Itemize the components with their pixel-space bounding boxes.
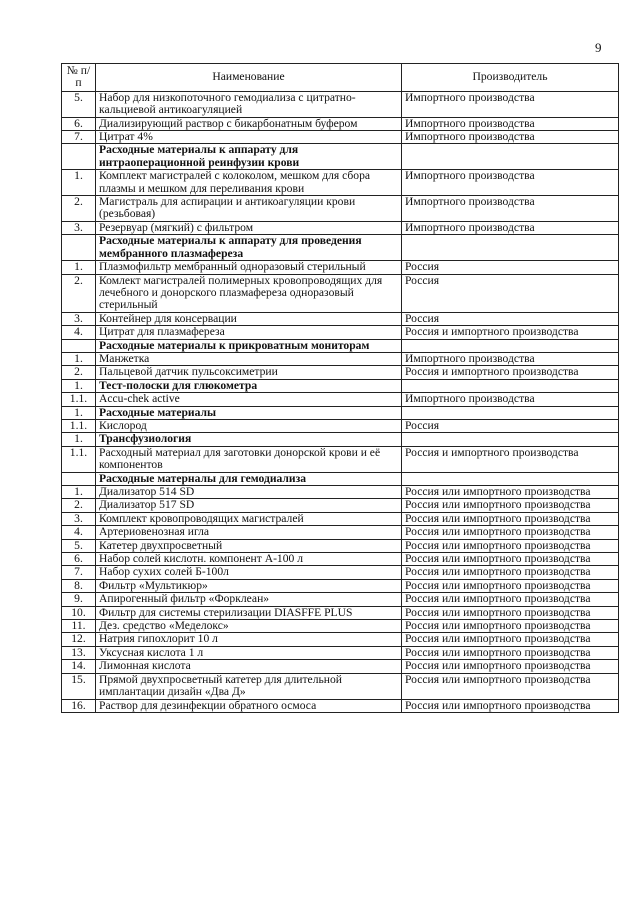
row-number: 13. (62, 646, 96, 659)
row-number: 1. (62, 486, 96, 499)
row-name: Комплект кровопроводящих магистралей (96, 512, 402, 525)
row-maker: Россия или импортного производства (402, 633, 619, 646)
row-number: 9. (62, 593, 96, 606)
row-name: Прямой двухпросветный катетер для длительной имплантации дизайн «Два Д» (96, 673, 402, 699)
row-number: 1.1. (62, 393, 96, 406)
header-name: Наименование (96, 64, 402, 92)
row-name: Уксусная кислота 1 л (96, 646, 402, 659)
row-number: 5. (62, 91, 96, 117)
row-number (62, 235, 96, 261)
row-number: 5. (62, 539, 96, 552)
row-number: 2. (62, 366, 96, 379)
row-maker (402, 433, 619, 446)
row-name: Раствор для дезинфекции обратного осмоса (96, 699, 402, 712)
row-maker: Россия или импортного производства (402, 646, 619, 659)
row-name: Плазмофильтр мембранный одноразовый стерильный (96, 261, 402, 274)
row-name: Тест-полоски для глюкометра (96, 379, 402, 392)
row-number: 1.1. (62, 419, 96, 432)
section-row (62, 379, 619, 392)
row-number: 4. (62, 326, 96, 339)
row-name: Дез. средство «Меделокс» (96, 620, 402, 633)
table-row (62, 352, 619, 365)
table-row (62, 579, 619, 592)
row-name: Диализирующий раствор с бикарбонатным буфером (96, 117, 402, 130)
row-number: 8. (62, 579, 96, 592)
table-row (62, 486, 619, 499)
row-maker: Россия или импортного производства (402, 660, 619, 673)
row-maker (402, 379, 619, 392)
table-row (62, 633, 619, 646)
row-number: 16. (62, 699, 96, 712)
row-number: 12. (62, 633, 96, 646)
row-number: 2. (62, 274, 96, 312)
table-row (62, 553, 619, 566)
row-number (62, 339, 96, 352)
row-number: 11. (62, 620, 96, 633)
table-row (62, 646, 619, 659)
row-maker: Россия и импортного производства (402, 446, 619, 472)
row-maker: Россия или импортного производства (402, 579, 619, 592)
table-row (62, 326, 619, 339)
row-maker (402, 406, 619, 419)
table-row (62, 393, 619, 406)
section-row (62, 433, 619, 446)
table-row (62, 221, 619, 234)
table-row (62, 312, 619, 325)
table-row (62, 419, 619, 432)
section-row (62, 406, 619, 419)
row-maker: Россия или импортного производства (402, 566, 619, 579)
row-name: Цитрат для плазмафереза (96, 326, 402, 339)
row-number: 3. (62, 312, 96, 325)
row-maker: Россия (402, 312, 619, 325)
row-number (62, 472, 96, 485)
row-number (62, 144, 96, 170)
row-number: 3. (62, 512, 96, 525)
row-maker: Россия или импортного производства (402, 593, 619, 606)
row-maker (402, 339, 619, 352)
row-maker: Россия (402, 274, 619, 312)
row-maker: Россия или импортного производства (402, 539, 619, 552)
row-number: 4. (62, 526, 96, 539)
row-name: Магистраль для аспирации и антикоагуляции крови (резьбовая) (96, 196, 402, 222)
row-name: Диализатор 517 SD (96, 499, 402, 512)
row-number: 1. (62, 352, 96, 365)
row-maker: Россия и импортного производства (402, 366, 619, 379)
row-maker: Россия или импортного производства (402, 512, 619, 525)
row-name: Набор сухих солей Б-100л (96, 566, 402, 579)
row-maker: Россия или импортного производства (402, 606, 619, 619)
row-maker (402, 235, 619, 261)
row-number: 7. (62, 566, 96, 579)
row-number: 1. (62, 379, 96, 392)
table-row (62, 673, 619, 699)
row-number: 6. (62, 117, 96, 130)
row-number: 1. (62, 433, 96, 446)
section-row (62, 339, 619, 352)
row-name: Расходные материалы (96, 406, 402, 419)
row-maker: Россия или импортного производства (402, 553, 619, 566)
row-maker: Импортного производства (402, 117, 619, 130)
row-maker: Импортного производства (402, 221, 619, 234)
row-name: Accu-chek active (96, 393, 402, 406)
row-maker: Импортного производства (402, 91, 619, 117)
table-row (62, 274, 619, 312)
row-number: 10. (62, 606, 96, 619)
row-number: 2. (62, 499, 96, 512)
row-maker: Россия или импортного производства (402, 486, 619, 499)
row-number: 15. (62, 673, 96, 699)
row-maker: Россия и импортного производства (402, 326, 619, 339)
row-maker: Россия или импортного производства (402, 673, 619, 699)
row-number: 7. (62, 131, 96, 144)
table-row (62, 131, 619, 144)
row-name: Комлект магистралей полимерных кровопроводящих для лечебного и донорского плазмафереза одноразовый стерильный (96, 274, 402, 312)
row-name: Апирогенный фильтр «Форклеан» (96, 593, 402, 606)
page-number: 9 (595, 40, 602, 55)
row-name: Артериовенозная игла (96, 526, 402, 539)
table-row (62, 699, 619, 712)
row-maker (402, 472, 619, 485)
row-maker: Россия (402, 261, 619, 274)
table-row (62, 117, 619, 130)
row-name: Набор солей кислотн. компонент А-100 л (96, 553, 402, 566)
row-maker: Импортного производства (402, 196, 619, 222)
table-row (62, 512, 619, 525)
row-name: Фильтр «Мультикюр» (96, 579, 402, 592)
row-maker: Импортного производства (402, 352, 619, 365)
row-maker: Россия или импортного производства (402, 699, 619, 712)
supplies-table (61, 63, 619, 713)
row-number: 1. (62, 406, 96, 419)
row-maker: Импортного производства (402, 170, 619, 196)
row-name: Расходные матерналы для гемодиализа (96, 472, 402, 485)
row-name: Контейнер для консервации (96, 312, 402, 325)
row-name: Трансфузиология (96, 433, 402, 446)
row-number: 14. (62, 660, 96, 673)
row-name: Расходные материалы к аппарату для интраоперационной реинфузии крови (96, 144, 402, 170)
table-row (62, 366, 619, 379)
table-row (62, 446, 619, 472)
row-name: Расходный материал для заготовки донорской крови и её компонентов (96, 446, 402, 472)
table-row (62, 91, 619, 117)
row-maker: Россия или импортного производства (402, 499, 619, 512)
table-row (62, 526, 619, 539)
table-row (62, 499, 619, 512)
table-row (62, 539, 619, 552)
row-name: Кислород (96, 419, 402, 432)
table-row (62, 620, 619, 633)
row-name: Натрия гипохлорит 10 л (96, 633, 402, 646)
row-maker: Россия или импортного производства (402, 526, 619, 539)
section-row (62, 235, 619, 261)
row-name: Набор для низкопоточного гемодиализа с цитратно-кальциевой антикоагуляцией (96, 91, 402, 117)
row-name: Резервуар (мягкий) с фильтром (96, 221, 402, 234)
row-name: Катетер двухпросветный (96, 539, 402, 552)
table-row (62, 593, 619, 606)
table-row (62, 170, 619, 196)
row-number: 6. (62, 553, 96, 566)
row-name: Расходные материалы к прикроватным мониторам (96, 339, 402, 352)
row-number: 3. (62, 221, 96, 234)
row-name: Лимонная кислота (96, 660, 402, 673)
row-name: Пальцевой датчик пульсоксиметрии (96, 366, 402, 379)
row-number: 1. (62, 170, 96, 196)
table-row (62, 660, 619, 673)
table-row (62, 261, 619, 274)
table-row (62, 606, 619, 619)
table-header-row (62, 64, 619, 92)
row-name: Фильтр для системы стерилизации DIASFFE PLUS (96, 606, 402, 619)
row-name: Расходные материалы к аппарату для проведения мембранного плазмафереза (96, 235, 402, 261)
row-maker (402, 144, 619, 170)
row-number: 1. (62, 261, 96, 274)
row-maker: Импортного производства (402, 393, 619, 406)
row-maker: Россия или импортного производства (402, 620, 619, 633)
section-row (62, 144, 619, 170)
header-maker: Производитель (402, 64, 619, 92)
section-row (62, 472, 619, 485)
row-maker: Импортного производства (402, 131, 619, 144)
row-name: Цитрат 4% (96, 131, 402, 144)
table-row (62, 196, 619, 222)
row-name: Манжетка (96, 352, 402, 365)
row-number: 2. (62, 196, 96, 222)
row-number: 1.1. (62, 446, 96, 472)
row-maker: Россия (402, 419, 619, 432)
header-num: № п/п (62, 64, 96, 92)
row-name: Комплект магистралей с колоколом, мешком для сбора плазмы и мешком для переливания крови (96, 170, 402, 196)
row-name: Диализатор 514 SD (96, 486, 402, 499)
table-row (62, 566, 619, 579)
